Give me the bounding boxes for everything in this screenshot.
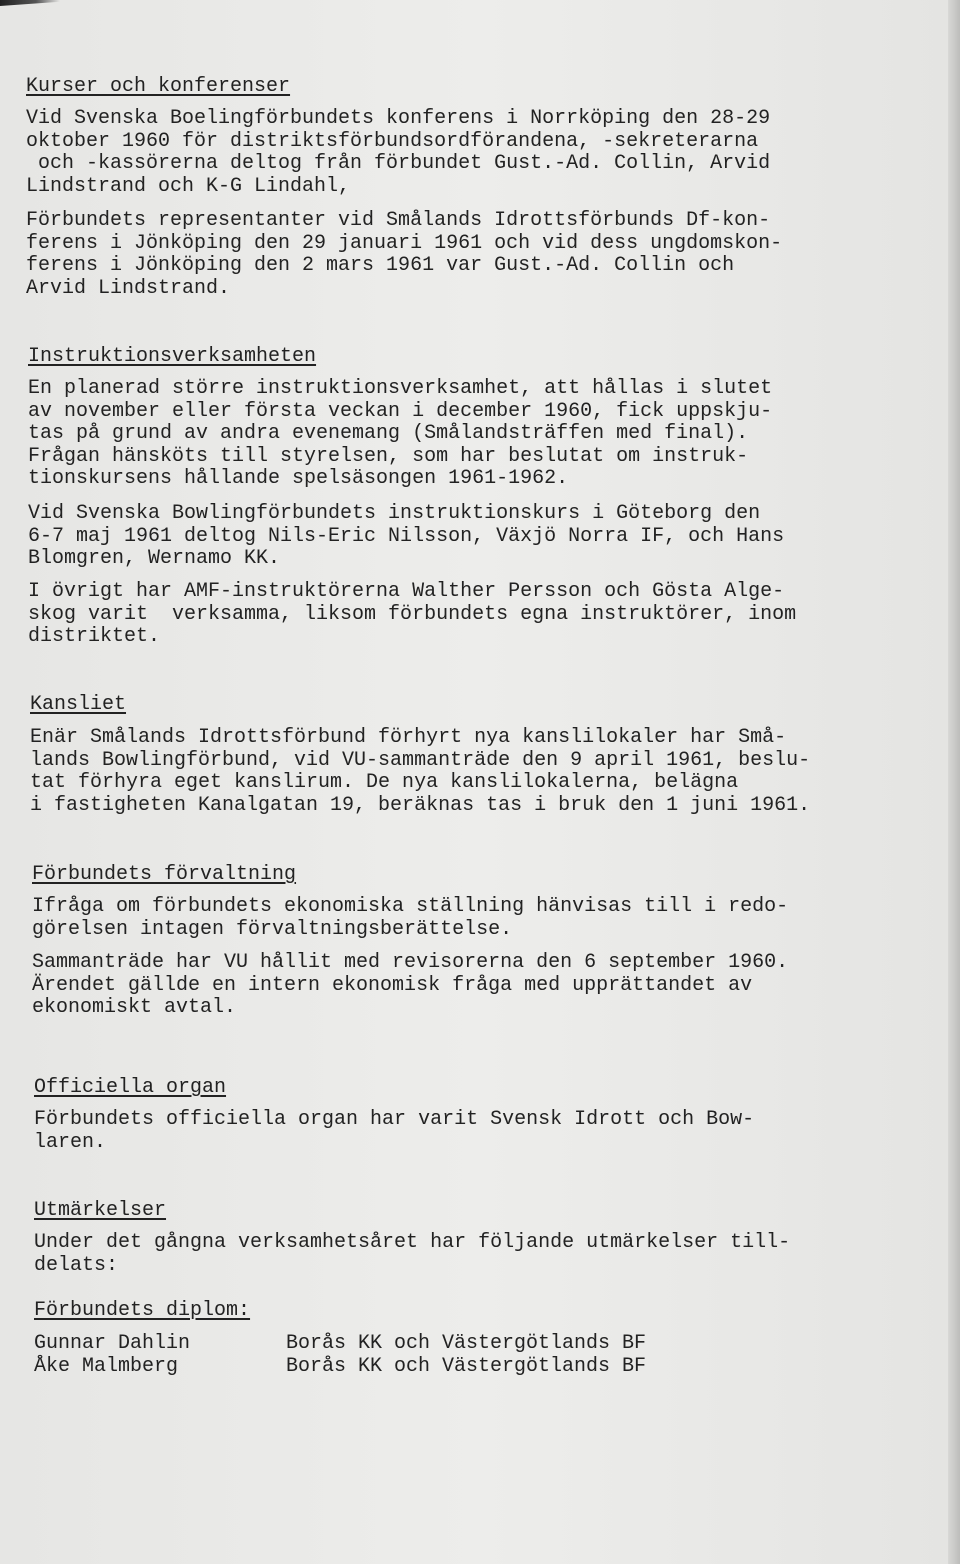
- text-line: Blomgren, Wernamo KK.: [28, 547, 281, 571]
- section-kurser: [26, 76, 926, 98]
- text-line: skog varit verksamma, liksom förbundets egna instruktörer, inom: [28, 602, 797, 626]
- text-line: Vid Svenska Boelingförbundets konferens i Norrköping den 28-29: [26, 107, 771, 130]
- section-utmarkelser: [34, 1200, 934, 1222]
- text-line: Under det gångna verksamhetsåret har följande utmärkelser till-: [34, 1231, 791, 1254]
- text-line: I övrigt har AMF-instruktörerna Walther Persson och Gösta Alge-: [28, 580, 785, 603]
- section-heading: Utmärkelser: [34, 1199, 167, 1222]
- text-line: Frågan hänsköts till styrelsen, som har beslutat om instruk-: [28, 444, 749, 468]
- text-line: Ifråga om förbundets ekonomiska ställning hänvisas till i redo-: [32, 895, 789, 918]
- section-forvaltning: [32, 864, 932, 886]
- text-line: 6-7 maj 1961 deltog Nils-Eric Nilsson, Växjö Norra IF, och Hans: [28, 524, 785, 548]
- text-line: av november eller första veckan i december 1960, fick uppskju-: [28, 399, 773, 423]
- text-line: Förbundets representanter vid Smålands Idrottsförbunds Df-kon-: [26, 209, 771, 232]
- section-heading: Instruktionsverksamheten: [28, 345, 317, 368]
- recipient-club: Borås KK och Västergötlands BF: [286, 1332, 647, 1355]
- recipient-name: Åke Malmberg: [34, 1354, 179, 1378]
- section-organ: [34, 1077, 934, 1099]
- paragraph: [34, 1232, 934, 1277]
- text-line: Sammanträde har VU hållit med revisorerna den 6 september 1960.: [32, 951, 789, 974]
- paragraph: [32, 896, 932, 941]
- text-line: laren.: [34, 1130, 107, 1154]
- scan-corner-mark: [0, 0, 60, 6]
- text-line: ferens i Jönköping den 2 mars 1961 var Gust.-Ad. Collin och: [26, 254, 735, 278]
- section-kansliet: [30, 694, 930, 716]
- text-line: tionskursens hållande spelsäsongen 1961-1962.: [28, 467, 569, 491]
- section-heading: Kurser och konferenser: [26, 75, 291, 98]
- text-line: distriktet.: [28, 625, 161, 649]
- paragraph: [32, 952, 932, 1020]
- text-line: tas på grund av andra evenemang (Smålandsträffen med final).: [28, 422, 749, 446]
- text-line: i fastigheten Kanalgatan 19, beräknas tas i bruk den 1 juni 1961.: [30, 793, 811, 817]
- recipients-list: [34, 1333, 934, 1378]
- text-line: Vid Svenska Bowlingförbundets instruktionskurs i Göteborg den: [28, 502, 761, 525]
- list-item: [34, 1333, 934, 1356]
- page-edge: [948, 0, 960, 1564]
- subheading-diplom: [34, 1300, 934, 1322]
- paragraph: [28, 503, 928, 571]
- section-heading: Förbundets förvaltning: [32, 863, 297, 886]
- list-item: [34, 1356, 934, 1379]
- paragraph: [26, 108, 926, 198]
- text-line: Ärendet gällde en intern ekonomisk fråga med upprättandet av: [32, 973, 753, 997]
- text-line: ekonomiskt avtal.: [32, 996, 237, 1020]
- paragraph: [28, 581, 928, 649]
- subheading: Förbundets diplom:: [34, 1299, 251, 1322]
- text-line: tat förhyra eget kanslirum. De nya kanslilokalerna, belägna: [30, 771, 739, 795]
- paragraph: [28, 378, 928, 491]
- text-line: Enär Smålands Idrottsförbund förhyrt nya kanslilokaler har Små-: [30, 726, 787, 749]
- text-line: Lindstrand och K-G Lindahl,: [26, 174, 351, 198]
- text-line: lands Bowlingförbund, vid VU-sammanträde den 9 april 1961, beslu-: [30, 748, 811, 772]
- text-line: och -kassörerna deltog från förbundet Gust.-Ad. Collin, Arvid: [26, 152, 771, 176]
- section-heading: Kansliet: [30, 693, 127, 716]
- recipient-club: Borås KK och Västergötlands BF: [286, 1354, 647, 1378]
- recipient-name: Gunnar Dahlin: [34, 1332, 191, 1355]
- paragraph: [30, 727, 930, 817]
- text-line: En planerad större instruktionsverksamhet, att hållas i slutet: [28, 377, 773, 400]
- section-instruktion: [28, 346, 928, 368]
- text-line: ferens i Jönköping den 29 januari 1961 och vid dess ungdomskon-: [26, 231, 783, 255]
- text-line: Arvid Lindstrand.: [26, 276, 231, 300]
- paragraph: [34, 1109, 934, 1154]
- text-line: oktober 1960 för distriktsförbundsordförandena, -sekreterarna: [26, 129, 759, 153]
- paragraph: [26, 210, 926, 300]
- text-line: görelsen intagen förvaltningsberättelse.: [32, 917, 513, 941]
- text-line: Förbundets officiella organ har varit Svensk Idrott och Bow-: [34, 1108, 755, 1131]
- section-heading: Officiella organ: [34, 1076, 227, 1099]
- text-line: delats:: [34, 1253, 119, 1277]
